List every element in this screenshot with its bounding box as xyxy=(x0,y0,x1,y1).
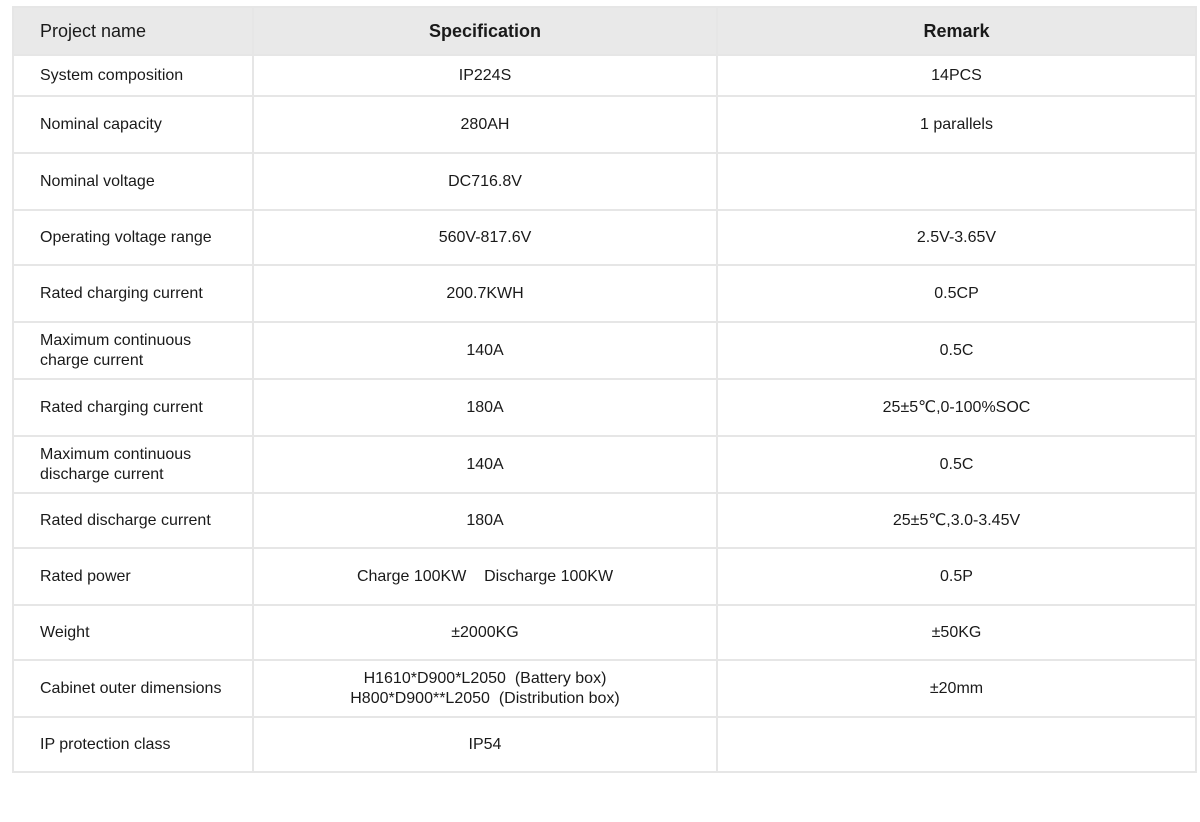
specification-cell xyxy=(253,548,717,605)
specification-text: IP224S xyxy=(458,66,512,84)
specification-text: 200.7KWH xyxy=(446,284,524,302)
remark-cell xyxy=(717,322,1196,379)
header-remark: Remark xyxy=(717,7,1196,55)
header-project-name: Project name xyxy=(13,7,253,55)
specification-text: ±2000KG xyxy=(451,623,519,641)
table-row xyxy=(13,548,1196,605)
project-name-text: Cabinet outer dimensions xyxy=(40,679,222,697)
remark-text: 2.5V-3.65V xyxy=(916,228,997,246)
remark-cell xyxy=(717,548,1196,605)
remark-text: ±20mm xyxy=(929,679,984,697)
specification-cell xyxy=(253,717,717,772)
specification-text: 180A xyxy=(466,398,504,416)
project-name-text: discharge current xyxy=(40,465,164,483)
remark-cell xyxy=(717,436,1196,493)
project-name-cell xyxy=(13,55,253,96)
table-header xyxy=(13,7,1196,55)
project-name-text: Maximum continuous xyxy=(40,445,192,463)
specification-text: H1610*D900*L2050 (Battery box) xyxy=(363,669,607,687)
project-name-text: Weight xyxy=(40,623,90,641)
specification-text: 140A xyxy=(466,455,504,473)
remark-cell xyxy=(717,493,1196,548)
table-row xyxy=(13,55,1196,96)
table-row xyxy=(13,605,1196,660)
remark-cell xyxy=(717,96,1196,153)
specification-cell xyxy=(253,265,717,322)
specification-text: 180A xyxy=(466,511,504,529)
remark-text: 0.5C xyxy=(939,455,974,473)
project-name-cell xyxy=(13,265,253,322)
table-row xyxy=(13,265,1196,322)
specification-text: DC716.8V xyxy=(448,172,522,190)
project-name-text: System composition xyxy=(40,66,184,84)
specification-text: 140A xyxy=(466,341,504,359)
specification-cell xyxy=(253,436,717,493)
project-name-text: Maximum continuous xyxy=(40,331,192,349)
specification-cell xyxy=(253,493,717,548)
table-row xyxy=(13,322,1196,379)
specification-text: 280AH xyxy=(460,115,510,133)
remark-text: 25±5℃,3.0-3.45V xyxy=(892,511,1021,529)
specification-cell xyxy=(253,153,717,210)
project-name-text: IP protection class xyxy=(40,735,171,753)
remark-text: 0.5C xyxy=(939,341,974,359)
remark-text: 0.5CP xyxy=(934,284,979,302)
project-name-cell xyxy=(13,660,253,717)
project-name-text: Nominal capacity xyxy=(40,115,162,133)
remark-text: 25±5℃,0-100%SOC xyxy=(882,398,1031,416)
remark-cell xyxy=(717,605,1196,660)
project-name-text: Rated charging current xyxy=(40,398,203,416)
table-row xyxy=(13,660,1196,717)
specification-cell xyxy=(253,96,717,153)
remark-cell xyxy=(717,55,1196,96)
project-name-text: Rated discharge current xyxy=(40,511,211,529)
project-name-cell xyxy=(13,322,253,379)
header-specification: Specification xyxy=(253,7,717,55)
project-name-cell xyxy=(13,153,253,210)
specification-text: Charge 100KW Discharge 100KW xyxy=(356,567,614,585)
project-name-text: Nominal voltage xyxy=(40,172,155,190)
table-row xyxy=(13,210,1196,265)
project-name-cell xyxy=(13,96,253,153)
project-name-cell xyxy=(13,548,253,605)
project-name-text: Rated power xyxy=(40,567,131,585)
table-row xyxy=(13,493,1196,548)
remark-text: ±50KG xyxy=(931,623,982,641)
specification-text: IP54 xyxy=(468,735,502,753)
specification-cell xyxy=(253,322,717,379)
specification-cell xyxy=(253,605,717,660)
project-name-cell xyxy=(13,605,253,660)
project-name-text: Operating voltage range xyxy=(40,228,212,246)
project-name-cell xyxy=(13,379,253,436)
remark-cell xyxy=(717,210,1196,265)
specification-cell xyxy=(253,55,717,96)
table-row xyxy=(13,717,1196,772)
table-body xyxy=(13,55,1196,772)
table-row xyxy=(13,436,1196,493)
remark-cell xyxy=(717,717,1196,772)
table-row xyxy=(13,379,1196,436)
remark-text: 0.5P xyxy=(940,567,973,585)
remark-text: 1 parallels xyxy=(920,115,993,133)
specification-text: 560V-817.6V xyxy=(438,228,532,246)
remark-text: 14PCS xyxy=(931,66,982,84)
remark-cell xyxy=(717,265,1196,322)
specification-cell xyxy=(253,660,717,717)
table-row xyxy=(13,96,1196,153)
project-name-cell xyxy=(13,210,253,265)
project-name-cell xyxy=(13,717,253,772)
specification-cell xyxy=(253,379,717,436)
project-name-cell xyxy=(13,436,253,493)
remark-cell xyxy=(717,660,1196,717)
project-name-text: charge current xyxy=(40,351,144,369)
spec-table xyxy=(12,6,1197,773)
project-name-text: Rated charging current xyxy=(40,284,203,302)
table-row xyxy=(13,153,1196,210)
remark-cell xyxy=(717,379,1196,436)
specification-text: H800*D900**L2050 (Distribution box) xyxy=(350,689,620,707)
project-name-cell xyxy=(13,493,253,548)
spec-table-container xyxy=(12,6,1195,773)
remark-cell xyxy=(717,153,1196,210)
header-row xyxy=(13,7,1196,55)
specification-cell xyxy=(253,210,717,265)
